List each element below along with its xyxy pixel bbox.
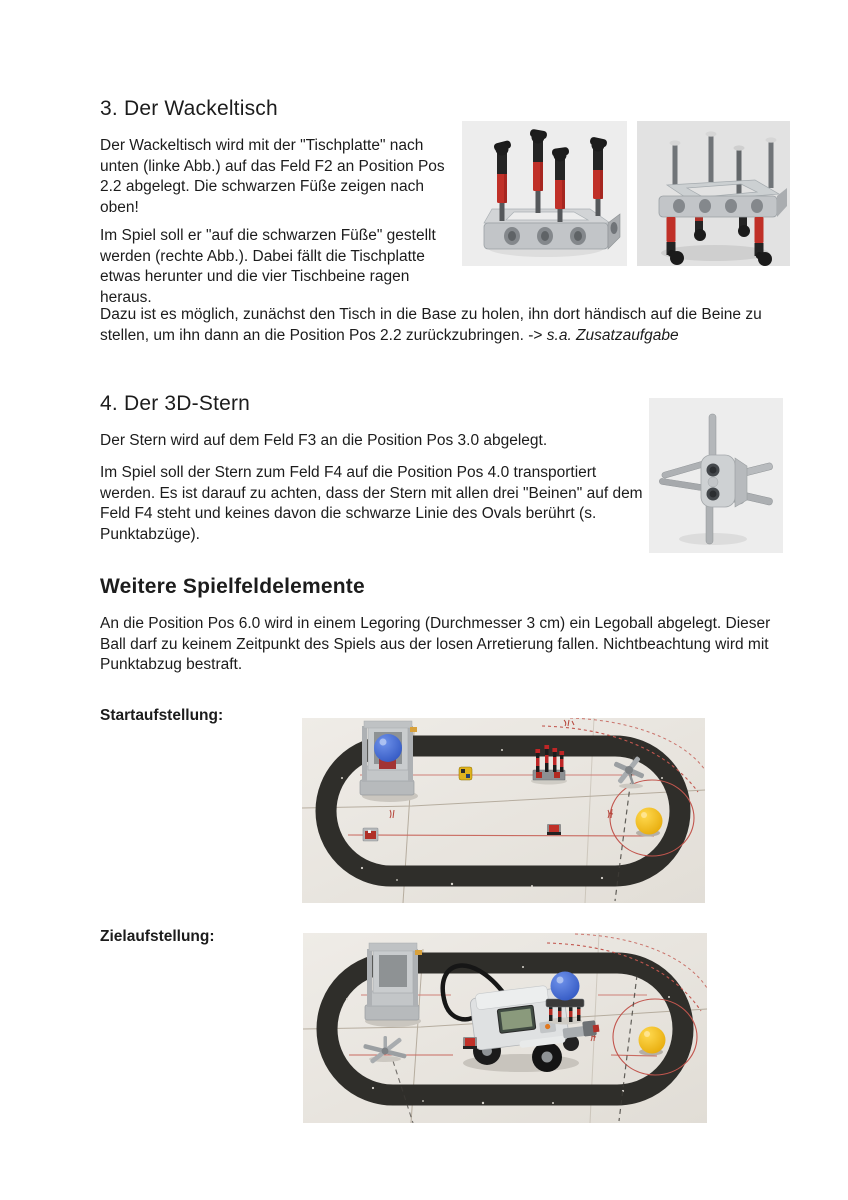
section3-heading: 3. Der Wackeltisch — [100, 97, 278, 120]
figure-3d-stern — [649, 398, 783, 553]
photo-startaufstellung — [302, 718, 705, 903]
yellow-brick — [459, 767, 472, 780]
section4-paragraph1: Der Stern wird auf dem Feld F3 an die Position Pos 3.0 abgelegt. — [100, 432, 548, 449]
elements-heading: Weitere Spielfeldelemente — [100, 575, 365, 598]
photo-zielaufstellung — [303, 933, 707, 1123]
section4-heading: 4. Der 3D-Stern — [100, 392, 251, 415]
section3-paragraph3-text: Dazu ist es möglich, zunächst den Tisch in die Base zu holen, ihn dort händisch auf die Beine zu stellen, um ihn dann an die Position Pos 2.2 zurückzubringen. -> — [100, 306, 762, 344]
section4-paragraph2: Im Spiel soll der Stern zum Feld F4 auf die Position Pos 4.0 transportiert werden. Es ist darauf zu achten, dass der Stern mit allen drei "Beinen" auf dem Feld F4 steht und keines davon die schwarze Linie des Ovals berührt (s. Punktabzüge). — [100, 464, 643, 543]
yellow-ball — [639, 1027, 666, 1056]
3d-stern-render — [649, 398, 783, 553]
blue-ball — [551, 972, 580, 1001]
section3-paragraph3 — [100, 305, 778, 346]
figure-wackeltisch-upside-down — [462, 121, 627, 266]
section3-paragraph1: Der Wackeltisch wird mit der "Tischplatte" nach unten (linke Abb.) auf das Feld F2 an Position Pos 2.2 abgelegt. Die schwarzen Füße zeigen nach oben! — [100, 137, 445, 216]
star-center-body — [701, 455, 747, 507]
zielaufstellung-photo — [303, 933, 707, 1123]
section3-paragraph3-crossref: s.a. Zusatzaufgabe — [546, 326, 679, 344]
lego-tower — [365, 943, 422, 1027]
red-brick — [547, 824, 561, 835]
gray-red-brick — [363, 828, 378, 841]
lego-tower — [360, 721, 418, 802]
elements-paragraph: An die Position Pos 6.0 wird in einem Legoring (Durchmesser 3 cm) ein Legoball abgelegt. Dieser Ball darf zu keinem Zeitpunkt des Spiels aus der losen Arretierung fallen. Nichtbeachtung wird mit Punktabzug bestraft. — [100, 615, 771, 674]
ziel-label: Zielaufstellung: — [100, 928, 215, 945]
wackeltisch-standing-render — [637, 121, 790, 266]
section3-paragraph2: Im Spiel soll er "auf die schwarzen Füße" gestellt werden (rechte Abb.). Dabei fällt die Tischplatte etwas herunter und die vier Tischbeine ragen heraus. — [100, 227, 436, 306]
red-brick — [463, 1037, 477, 1049]
blue-ball — [374, 734, 402, 762]
start-label: Startaufstellung: — [100, 707, 224, 724]
yellow-ball — [636, 808, 663, 837]
wackeltisch-upside-down-render — [462, 121, 627, 266]
startaufstellung-photo — [302, 718, 705, 903]
figure-wackeltisch-standing — [637, 121, 790, 266]
